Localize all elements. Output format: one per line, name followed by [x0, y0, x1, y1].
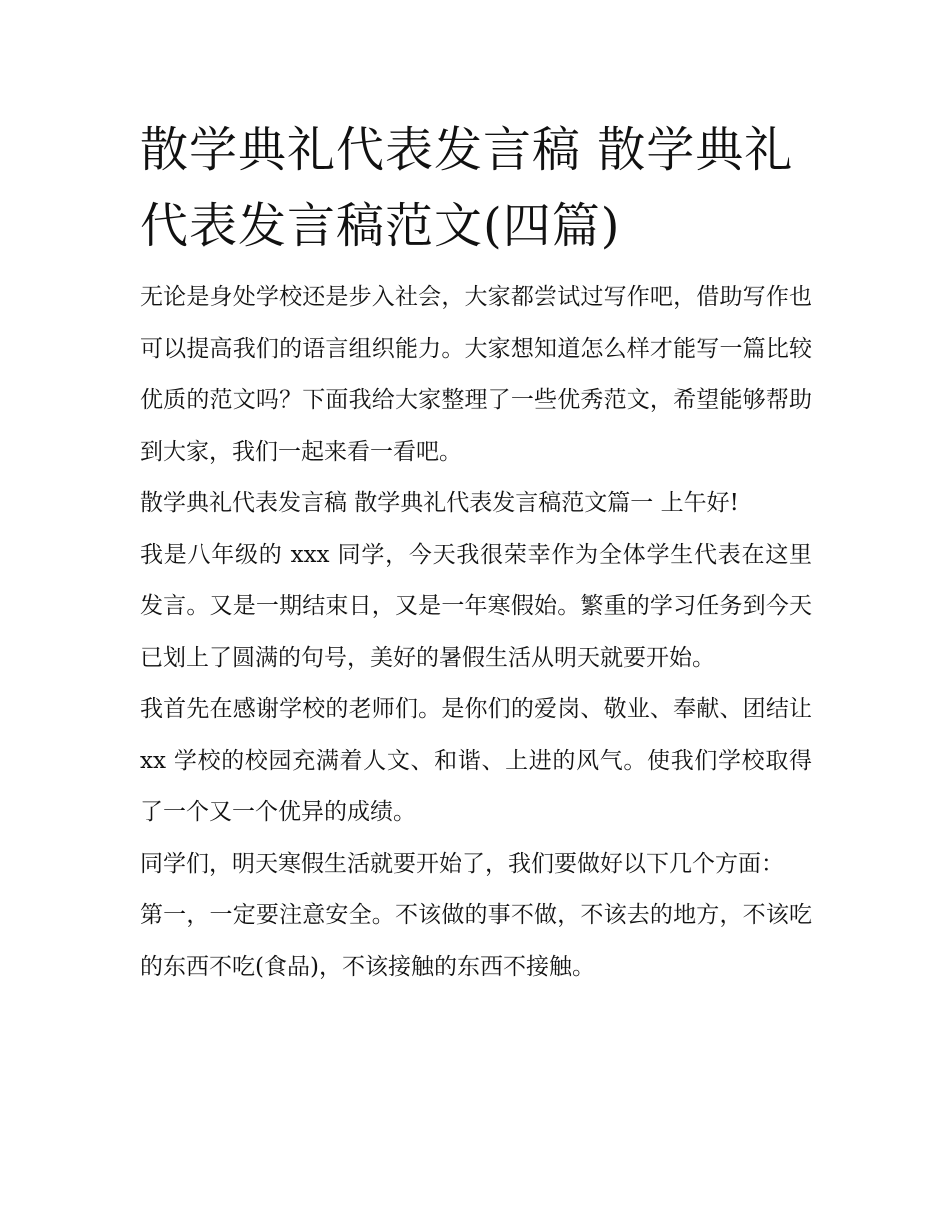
- paragraph-winter-break: 同学们，明天寒假生活就要开始了，我们要做好以下几个方面：: [140, 850, 784, 877]
- paragraph-self-intro: 我是八年级的 xxx 同学，今天我很荣幸作为全体学生代表在这里发言。又是一期结束日，又是一年寒假始。繁重的学习任务到今天已划上了圆满的句号，美好的暑假生活从明天就要开始。: [140, 541, 812, 671]
- paragraph-intro: 无论是身处学校还是步入社会，大家都尝试过写作吧，借助写作也可以提高我们的语言组织能力。大家想知道怎么样才能写一篇比较优质的范文吗？下面我给大家整理了一些优秀范文，希望能够帮助到大家，我们一起来看一看吧。: [140, 284, 812, 465]
- document-title: 散学典礼代表发言稿 散学典礼代表发言稿范文(四篇): [140, 122, 794, 254]
- paragraph-thanks-teachers: 我首先在感谢学校的老师们。是你们的爱岗、敬业、奉献、团结让 xx 学校的校园充满着人文、和谐、上进的风气。使我们学校取得了一个又一个优异的成绩。: [140, 696, 812, 825]
- document-body: [140, 272, 812, 993]
- document-page: [140, 112, 812, 993]
- paragraph-safety: 第一，一定要注意安全。不该做的事不做，不该去的地方，不该吃的东西不吃(食品)，不该接触的东西不接触。: [140, 902, 812, 980]
- paragraph-section-heading: 散学典礼代表发言稿 散学典礼代表发言稿范文篇一 上午好!: [140, 490, 739, 516]
